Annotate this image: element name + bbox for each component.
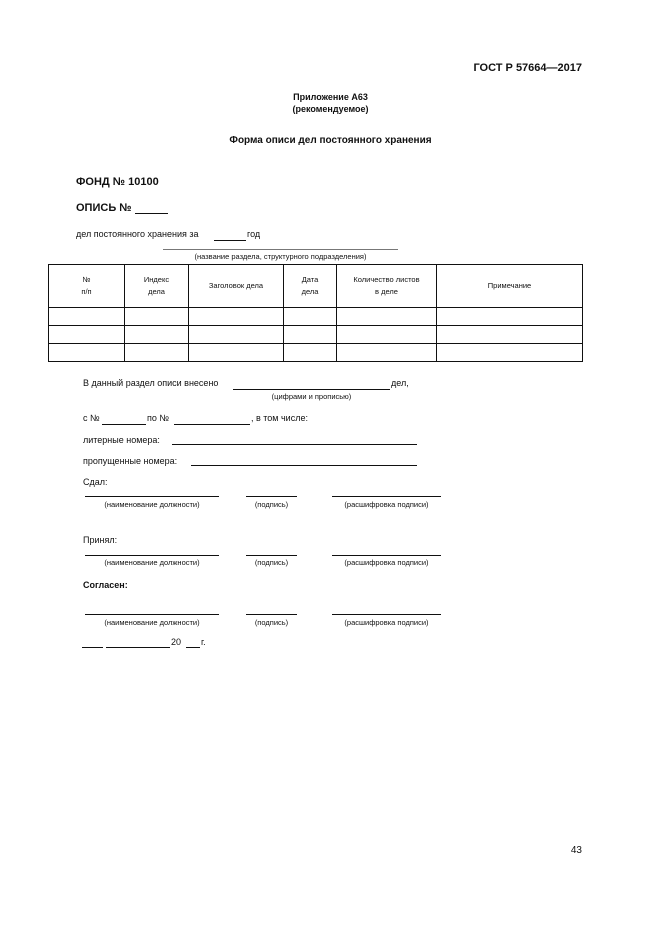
table-cell[interactable] <box>437 344 583 362</box>
received-decode-caption: (расшифровка подписи) <box>344 558 429 567</box>
form-title: Форма описи дел постоянного хранения <box>229 135 432 146</box>
table-cell[interactable] <box>284 326 337 344</box>
entered-count-line <box>233 389 390 390</box>
from-number-line <box>102 424 146 425</box>
table-cell[interactable] <box>337 308 437 326</box>
table-cell[interactable] <box>284 344 337 362</box>
date-day-line <box>82 647 103 648</box>
col-index-line2: дела <box>148 287 165 296</box>
col-index <box>125 265 189 308</box>
section-name-line <box>163 249 398 250</box>
date-year-prefix: 20 <box>171 637 182 647</box>
agreed-signature-caption: (подпись) <box>254 618 289 627</box>
opis-number-line <box>135 213 168 214</box>
table-row <box>49 344 583 362</box>
table-cell[interactable] <box>125 326 189 344</box>
table-cell[interactable] <box>437 308 583 326</box>
table-cell[interactable] <box>437 326 583 344</box>
col-sheets-line2: в деле <box>375 287 398 296</box>
col-note-line1: Примечание <box>487 281 532 290</box>
table-cell[interactable] <box>337 326 437 344</box>
fond-label: ФОНД № 10100 <box>76 176 159 188</box>
letter-numbers-line <box>172 444 417 445</box>
inventory-table <box>48 264 583 362</box>
table-cell[interactable] <box>189 326 284 344</box>
to-number-line <box>174 424 250 425</box>
to-label: по № <box>147 413 170 423</box>
col-title <box>189 265 284 308</box>
handed-signature-caption: (подпись) <box>254 500 289 509</box>
from-label: с № <box>83 413 100 423</box>
table-cell[interactable] <box>337 344 437 362</box>
including-label: , в том числе: <box>251 413 308 423</box>
entered-suffix: дел, <box>391 378 409 388</box>
agreed-decode-line <box>332 614 441 615</box>
col-number-line2: п/п <box>81 287 92 296</box>
received-position-caption: (наименование должности) <box>104 558 200 567</box>
table-cell[interactable] <box>49 344 125 362</box>
handed-decode-caption: (расшифровка подписи) <box>344 500 429 509</box>
received-signature-line <box>246 555 297 556</box>
table-row <box>49 326 583 344</box>
appendix-title: Приложение А63 <box>293 92 368 102</box>
agreed-decode-caption: (расшифровка подписи) <box>344 618 429 627</box>
table-cell[interactable] <box>125 308 189 326</box>
col-index-line1: Индекс <box>143 275 170 284</box>
received-signature-caption: (подпись) <box>254 558 289 567</box>
agreed-position-caption: (наименование должности) <box>104 618 200 627</box>
date-year-suffix: г. <box>201 637 206 647</box>
missing-numbers-line <box>191 465 417 466</box>
date-year-line <box>186 647 200 648</box>
col-note <box>437 265 583 308</box>
received-decode-line <box>332 555 441 556</box>
received-position-line <box>85 555 219 556</box>
section-caption: (название раздела, структурного подразделения) <box>194 252 367 261</box>
handed-signature-line <box>246 496 297 497</box>
table-row <box>49 308 583 326</box>
table-cell[interactable] <box>284 308 337 326</box>
col-date-line1: Дата <box>301 275 319 284</box>
date-month-line <box>106 647 170 648</box>
missing-numbers-label: пропущенные номера: <box>83 456 178 466</box>
period-year-line <box>214 240 246 241</box>
col-number-line1: № <box>82 275 91 284</box>
agreed-label: Согласен: <box>83 580 128 590</box>
handed-decode-line <box>332 496 441 497</box>
table-header-row <box>49 265 583 308</box>
table-cell[interactable] <box>189 344 284 362</box>
table-cell[interactable] <box>49 326 125 344</box>
entered-prefix: В данный раздел описи внесено <box>83 378 219 388</box>
entered-caption: (цифрами и прописью) <box>271 392 352 401</box>
col-sheets <box>337 265 437 308</box>
table-cell[interactable] <box>49 308 125 326</box>
col-sheets-line1: Количество листов <box>353 275 420 284</box>
table-cell[interactable] <box>125 344 189 362</box>
agreed-position-line <box>85 614 219 615</box>
appendix-subtitle: (рекомендуемое) <box>292 104 369 114</box>
received-label: Принял: <box>83 535 118 545</box>
col-title-line1: Заголовок дела <box>208 281 264 290</box>
col-number <box>49 265 125 308</box>
agreed-signature-line <box>246 614 297 615</box>
opis-label: ОПИСЬ № <box>76 202 132 214</box>
standard-code: ГОСТ Р 57664—2017 <box>473 62 582 74</box>
table-cell[interactable] <box>189 308 284 326</box>
handed-position-caption: (наименование должности) <box>104 500 200 509</box>
handed-position-line <box>85 496 219 497</box>
letter-numbers-label: литерные номера: <box>83 435 160 445</box>
handed-label: Сдал: <box>83 477 108 487</box>
period-suffix: год <box>247 229 261 239</box>
col-date <box>284 265 337 308</box>
period-prefix: дел постоянного хранения за <box>76 229 199 239</box>
page-number: 43 <box>570 845 582 856</box>
col-date-line2: дела <box>301 287 319 296</box>
